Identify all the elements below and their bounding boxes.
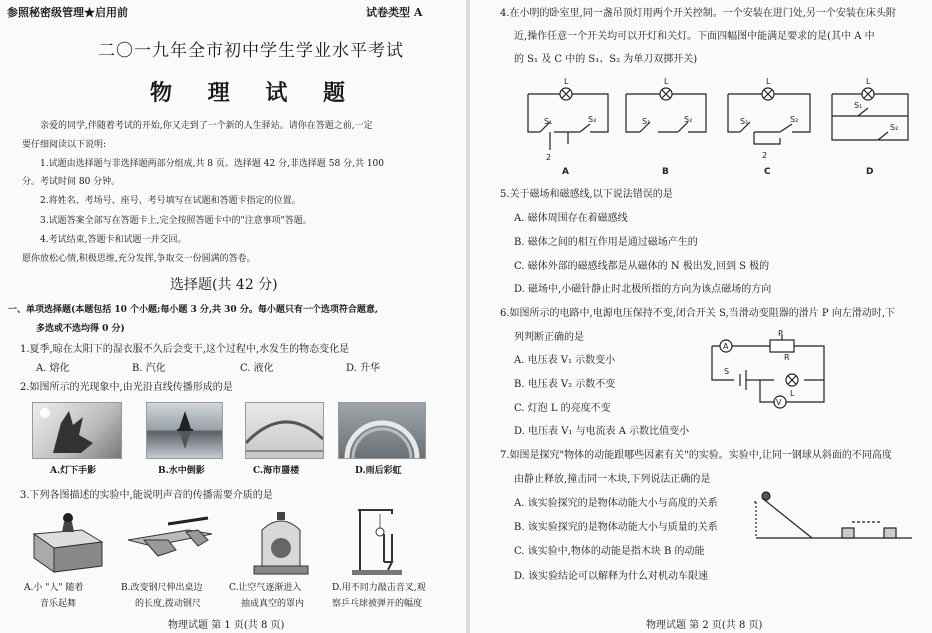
section-title: 选择题(共 42 分) bbox=[170, 277, 278, 293]
circuit-label-b: B bbox=[662, 167, 669, 176]
svg-text:2: 2 bbox=[762, 151, 768, 160]
q3-caption-d-line1: D.用不同力敲击音叉,观 bbox=[332, 583, 426, 593]
q3-caption-c-line1: C.让空气逐渐进入 bbox=[229, 583, 302, 593]
hand-shadow-photo bbox=[32, 402, 122, 459]
q6-option-b: B. 电压表 V₂ 示数不变 bbox=[514, 379, 616, 390]
wish-text: 愿你放松心情,积极思维,充分发挥,争取交一份圆满的答卷。 bbox=[22, 254, 256, 264]
svg-text:S₁: S₁ bbox=[854, 101, 863, 110]
question-2: 2.如图所示的光现象中,由光沿直线传播形成的是 bbox=[20, 382, 233, 393]
q7-option-a: A. 该实验探究的是物体动能大小与高度的关系 bbox=[514, 498, 718, 509]
rule-3: 3.试题答案全部写在答题卡上,完全按照答题卡中的"注意事项"答题。 bbox=[40, 216, 312, 226]
subject-title: 物 理 试 题 bbox=[150, 80, 359, 106]
q1-option-d: D. 升华 bbox=[346, 363, 381, 374]
page-2-footer: 物理试题 第 2 页(共 8 页) bbox=[646, 620, 763, 631]
intro-line-1: 亲爱的同学,伴随着考试的开始,你又走到了一个新的人生驿站。请你在答题之前,一定 bbox=[40, 121, 373, 131]
question-7-line-2: 由静止释放,撞击同一木块,下列说法正确的是 bbox=[514, 474, 711, 485]
vacuum-bell-drawing bbox=[250, 510, 312, 576]
question-1: 1.夏季,晾在太阳下的湿衣服不久后会变干,这个过程中,水发生的物态变化是 bbox=[20, 344, 350, 355]
q1-option-b: B. 汽化 bbox=[132, 363, 166, 374]
question-4-line-1: 4.在小明的卧室里,同一盏吊顶灯用两个开关控制。一个安装在进门处,另一个安装在床头附 bbox=[500, 8, 896, 19]
question-6-line-1: 6.如图所示的电路中,电源电压保持不变,闭合开关 S,当滑动变阻器的滑片 P 向左滑动时,下 bbox=[500, 308, 896, 319]
question-7-line-1: 7.如图是探究"物体的动能跟哪些因素有关"的实验。实验中,让同一钢球从斜面的不同高度 bbox=[500, 450, 892, 461]
svg-text:L: L bbox=[564, 77, 569, 86]
part1-instructions-a: 一、单项选择题(本题包括 10 个小题;每小题 3 分,共 30 分。每小题只有一个选项符合题意, bbox=[8, 305, 378, 315]
q7-option-c: C. 该实验中,物体的动能是指木块 B 的动能 bbox=[514, 546, 705, 557]
svg-text:S₁: S₁ bbox=[544, 117, 553, 126]
q4-circuit-diagrams bbox=[518, 74, 918, 176]
paper-type: 试卷类型 A bbox=[366, 6, 423, 19]
q6-option-a: A. 电压表 V₁ 示数变小 bbox=[514, 355, 616, 366]
q7-option-b: B. 该实验探究的是物体动能大小与质量的关系 bbox=[514, 522, 718, 533]
q2-caption-b: B.水中倒影 bbox=[158, 466, 205, 476]
q5-option-c: C. 磁体外部的磁感线都是从磁体的 N 极出发,回到 S 极的 bbox=[514, 261, 770, 272]
rainbow-photo bbox=[338, 402, 426, 459]
intro-line-2: 要仔细阅读以下说明: bbox=[22, 140, 107, 150]
svg-text:A: A bbox=[723, 342, 729, 351]
q3-caption-c-line2: 抽成真空的罩内 bbox=[241, 599, 305, 609]
q5-option-b: B. 磁体之间的相互作用是通过磁场产生的 bbox=[514, 237, 698, 248]
q7-incline-diagram bbox=[752, 488, 917, 544]
q6-option-d: D. 电压表 V₁ 与电流表 A 示数比值变小 bbox=[514, 426, 690, 437]
question-6-line-2: 列判断正确的是 bbox=[514, 332, 584, 343]
svg-text:R: R bbox=[784, 353, 790, 362]
question-4-line-3: 的 S₁ 及 C 中的 S₁、S₂ 为单刀双掷开关) bbox=[514, 54, 698, 65]
svg-text:S₂: S₂ bbox=[684, 115, 693, 124]
svg-text:S₂: S₂ bbox=[890, 123, 899, 132]
circuit-label-c: C bbox=[764, 167, 771, 176]
svg-text:L: L bbox=[664, 77, 669, 86]
q2-caption-c: C.海市蜃楼 bbox=[253, 466, 300, 476]
question-5: 5.关于磁场和磁感线,以下说法错误的是 bbox=[500, 189, 673, 200]
svg-text:S₂: S₂ bbox=[588, 115, 597, 124]
exam-page-2 bbox=[470, 0, 932, 633]
q5-option-a: A. 磁体周围存在着磁感线 bbox=[514, 213, 628, 224]
mirage-photo bbox=[245, 402, 324, 459]
q3-caption-d-line2: 察乒乓球被弹开的幅度 bbox=[332, 599, 423, 609]
q6-circuit-diagram bbox=[704, 330, 834, 414]
q1-option-c: C. 液化 bbox=[240, 363, 274, 374]
confidential-header: 参照秘密级管理★启用前 bbox=[7, 6, 128, 19]
circuit-label-d: D bbox=[866, 167, 874, 176]
svg-text:S: S bbox=[724, 367, 730, 376]
rule-4: 4.考试结束,答题卡和试题一并交回。 bbox=[40, 235, 187, 245]
q2-caption-d: D.雨后彩虹 bbox=[355, 466, 402, 476]
part1-instructions-b: 多选或不选均得 0 分) bbox=[36, 324, 125, 334]
speaker-box-drawing bbox=[28, 508, 108, 574]
page-1-footer: 物理试题 第 1 页(共 8 页) bbox=[168, 620, 285, 631]
rule-1b: 分。考试时间 80 分钟。 bbox=[22, 177, 121, 187]
q3-caption-b-line1: B.改变钢尺伸出桌边 bbox=[121, 583, 203, 593]
rule-2: 2.将姓名、考场号、座号、考号填写在试题和答题卡指定的位置。 bbox=[40, 196, 301, 206]
q5-option-d: D. 磁场中,小磁针静止时北极所指的方向为该点磁场的方向 bbox=[514, 284, 772, 295]
svg-text:V: V bbox=[776, 398, 782, 407]
exam-title: 二〇一九年全市初中学生学业水平考试 bbox=[98, 41, 404, 61]
tuning-fork-drawing bbox=[350, 506, 410, 576]
steel-ruler-drawing bbox=[128, 510, 212, 572]
q7-option-d: D. 该实验结论可以解释为什么对机动车限速 bbox=[514, 571, 709, 582]
water-reflection-photo bbox=[146, 402, 223, 459]
q6-option-c: C. 灯泡 L 的亮度不变 bbox=[514, 403, 611, 414]
svg-text:S₂: S₂ bbox=[790, 115, 799, 124]
svg-text:L: L bbox=[766, 77, 771, 86]
q1-option-a: A. 熔化 bbox=[36, 363, 70, 374]
question-4-line-2: 近,操作任意一个开关均可以开灯和关灯。下面四幅图中能满足要求的是(其中 A 中 bbox=[514, 31, 875, 42]
rule-1a: 1.试题由选择题与非选择题两部分组成,共 8 页。选择题 42 分,非选择题 58 分,共 100 bbox=[40, 159, 385, 169]
svg-text:S₁: S₁ bbox=[740, 117, 749, 126]
q3-caption-b-line2: 的长度,拨动钢尺 bbox=[135, 599, 201, 609]
q2-caption-a: A.灯下手影 bbox=[50, 466, 97, 476]
q3-caption-a-line1: A.小 "人" 随着 bbox=[24, 583, 84, 593]
q3-caption-a-line2: 音乐起舞 bbox=[40, 599, 77, 609]
svg-text:2: 2 bbox=[546, 153, 552, 162]
question-3: 3.下列各图描述的实验中,能说明声音的传播需要介质的是 bbox=[20, 490, 273, 501]
svg-text:L: L bbox=[866, 77, 871, 86]
svg-text:L: L bbox=[790, 389, 795, 398]
circuit-label-a: A bbox=[562, 167, 569, 176]
svg-text:P: P bbox=[778, 330, 783, 338]
svg-text:S₁: S₁ bbox=[642, 117, 651, 126]
